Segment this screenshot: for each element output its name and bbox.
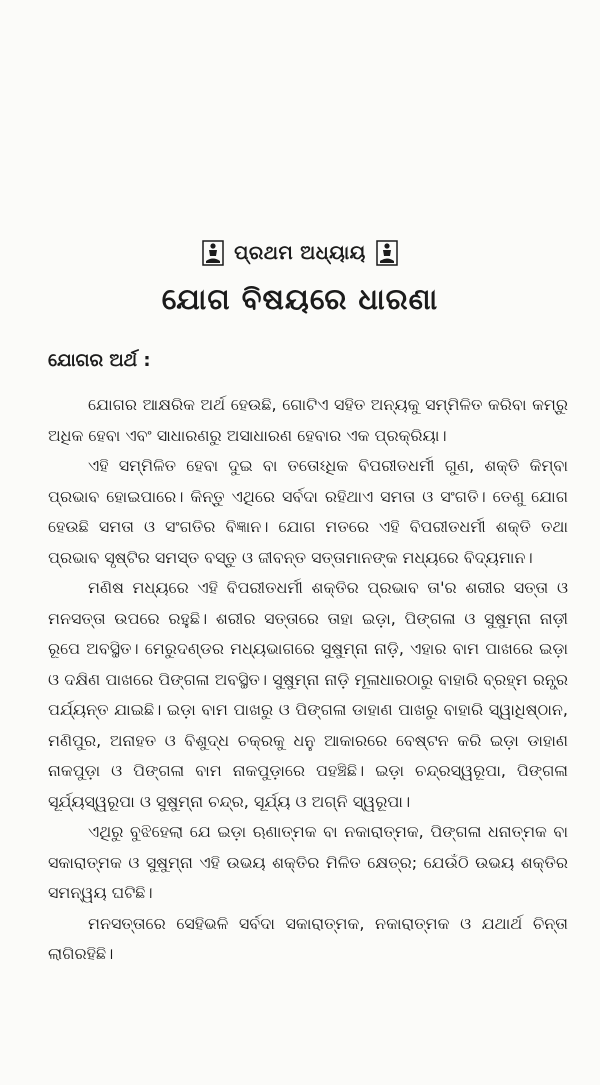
- paragraph: ମନସତ୍ତାରେ ସେହିଭଳି ସର୍ବଦା ସକାରାତ୍ମକ, ନକାରାତ୍ମକ ଓ ଯଥାର୍ଥ ଚିନ୍ତା ଲାଗିରହିଛି।: [48, 913, 568, 963]
- paragraph: ଯୋଗର ଆକ୍ଷରିକ ଅର୍ଥ ହେଉଛି, ଗୋଟିଏ ସହିତ ଅନ୍ୟକୁ ସମ୍ମିଳିତ କରିବା କମ୍‌ରୁ ଅଧିକ ହେବା ଏବଂ ସାଧାରଣରୁ ଅସାଧାରଣ ହେବାର ଏକ ପ୍ରକ୍ରିୟା।: [48, 395, 568, 445]
- paragraph: ଏଥିରୁ ବୁଝିହେଲା ଯେ ଇଡ଼ା ଋଣାତ୍ମକ ବା ନକାରାତ୍ମକ, ପିଙ୍ଗଳା ଧନାତ୍ମକ ବା ସକାରାତ୍ମକ ଓ ସୁଷୁମ୍ନା ଏହି ଉଭୟ ଶକ୍ତିର ମିଳିତ କ୍ଷେତ୍ର; ଯେଉଁଠି ଉଭୟ ଶକ୍ତିର ସମନ୍ୱୟ ଘଟିଛି।: [48, 822, 568, 902]
- paragraph: ମଣିଷ ମଧ୍ୟରେ ଏହି ବିପରୀତଧର୍ମୀ ଶକ୍ତିର ପ୍ରଭାବ ତା'ର ଶରୀର ସତ୍ତା ଓ ମନସତ୍ତା ଉପରେ ରହୁଛି। ଶରୀର ସତ୍ତାରେ ତାହା ଇଡ଼ା, ପିଙ୍ଗଳା ଓ ସୁଷୁମ୍ନା ନାଡ଼ୀ ରୂପେ ଅବସ୍ଥିତ। ମେରୁଦଣ୍ଡର ମଧ୍ୟଭାଗରେ ସୁଷୁମ୍ନା ନାଡ଼ି, ଏହାର ବାମ ପାଖରେ ଇଡ଼ା ଓ ଦକ୍ଷିଣ ପାଖରେ ପିଙ୍ଗଳା ଅବସ୍ଥିତ। ସୁଷୁମ୍ନା ନାଡ଼ି ମୂଳାଧାରଠାରୁ ବାହାରି ବ୍ରହ୍ମ ରନ୍ଧ୍ର ପର୍ଯ୍ୟନ୍ତ ଯାଇଛି। ଇଡ଼ା ବାମ ପାଖରୁ ଓ ପିଙ୍ଗଳା ଡାହାଣ ପାଖରୁ ବାହାରି ସ୍ୱାଧିଷ୍ଠାନ, ମଣିପୁର, ଅନାହତ ଓ ବିଶୁଦ୍ଧ ଚକ୍ରକୁ ଧନୁ ଆକାରରେ ବେଷ୍ଟନ କରି ଇଡ଼ା ଡାହାଣ ନାକପୁଡ଼ା ଓ ପିଙ୍ଗଳା ବାମ ନାକପୁଡ଼ାରେ ପହଞ୍ଚିଛି। ଇଡ଼ା ଚନ୍ଦ୍ରସ୍ୱରୂପା, ପିଙ୍ଗଳା ସୂର୍ଯ୍ୟସ୍ୱରୂପା ଓ ସୁଷୁମ୍ନା ଚନ୍ଦ୍ର, ସୂର୍ଯ୍ୟ ଓ ଅଗ୍ନି ସ୍ୱରୂପା।: [48, 578, 568, 811]
- meditating-figure-icon: [202, 240, 224, 266]
- section-heading: ଯୋଗର ଅର୍ଥ :: [48, 350, 151, 371]
- page-title: ଯୋଗ ବିଷୟରେ ଧାରଣା: [161, 282, 439, 316]
- chapter-label: ପ୍ରଥମ ଅଧ୍ୟାୟ: [234, 242, 366, 264]
- chapter-header: [0, 240, 600, 266]
- body-text: [48, 390, 568, 970]
- paragraph: ଏହି ସମ୍ମିଳିତ ହେବା ଦୁଇ ବା ତତୋଽଧିକ ବିପରୀତଧର୍ମୀ ଗୁଣ, ଶକ୍ତି କିମ୍ବା ପ୍ରଭାବ ହୋଇପାରେ। କିନ୍ତୁ ଏଥିରେ ସର୍ବଦା ରହିଥାଏ ସମତା ଓ ସଂଗତି। ତେଣୁ ଯୋଗ ହେଉଛି ସମତା ଓ ସଂଗତିର ବିଜ୍ଞାନ। ଯୋଗ ମତରେ ଏହି ବିପରୀତଧର୍ମୀ ଶକ୍ତି ତଥା ପ୍ରଭାବ ସୃଷ୍ଟିର ସମସ୍ତ ବସ୍ତୁ ଓ ଜୀବନ୍ତ ସତ୍ତାମାନଙ୍କ ମଧ୍ୟରେ ବିଦ୍ୟମାନ।: [48, 456, 568, 567]
- meditating-figure-icon: [376, 240, 398, 266]
